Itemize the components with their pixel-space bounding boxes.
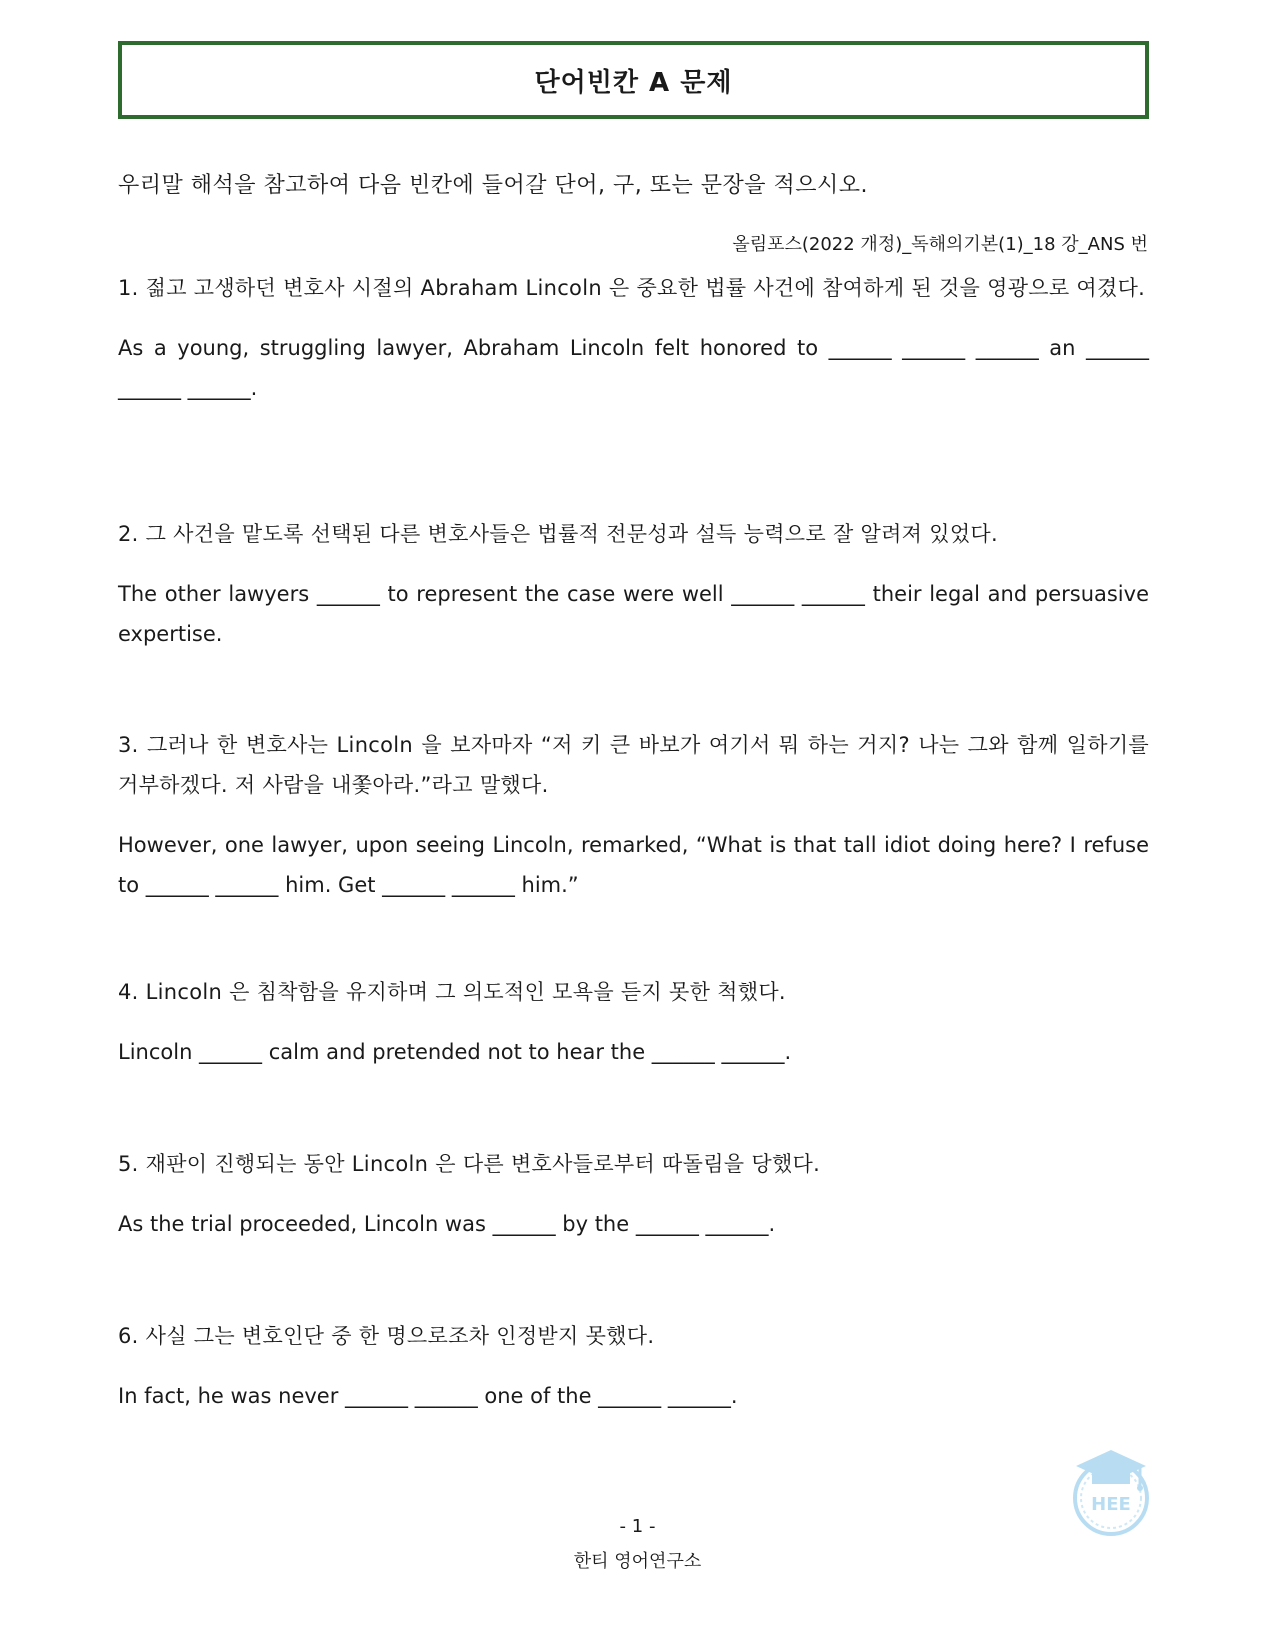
question-3 <box>118 725 1149 905</box>
question-5 <box>118 1144 1149 1244</box>
instruction: 우리말 해석을 참고하여 다음 빈칸에 들어갈 단어, 구, 또는 문장을 적으시오. <box>118 173 868 198</box>
question-6 <box>118 1316 1149 1416</box>
page-title: 단어빈칸 A 문제 <box>534 67 733 98</box>
footer-organization: 한티 영어연구소 <box>573 1551 702 1572</box>
question-english: As the trial proceeded, Lincoln was ______ by the ______ ______. <box>118 1212 776 1236</box>
question-english: As a young, struggling lawyer, Abraham Lincoln felt honored to ______ ______ ______ an ______ ______ ______. <box>118 336 1149 400</box>
title-box <box>118 41 1149 119</box>
hee-logo-icon <box>1070 1446 1152 1538</box>
source-label: 올림포스(2022 개정)_독해의기본(1)_18 강_ANS 번 <box>732 234 1148 255</box>
question-english: Lincoln ______ calm and pretended not to hear the ______ ______. <box>118 1040 792 1064</box>
question-korean: 5. 재판이 진행되는 동안 Lincoln 은 다른 변호사들로부터 따돌림을 당했다. <box>118 1152 821 1176</box>
question-2 <box>118 514 1149 654</box>
question-korean: 4. Lincoln 은 침착함을 유지하며 그 의도적인 모욕을 듣지 못한 척했다. <box>118 980 786 1004</box>
question-korean: 6. 사실 그는 변호인단 중 한 명으로조차 인정받지 못했다. <box>118 1324 655 1348</box>
question-korean: 1. 젊고 고생하던 변호사 시절의 Abraham Lincoln 은 중요한 법률 사건에 참여하게 된 것을 영광으로 여겼다. <box>118 276 1146 300</box>
question-korean: 3. 그러나 한 변호사는 Lincoln 을 보자마자 “저 키 큰 바보가 여기서 뭐 하는 거지? 나는 그와 함께 일하기를 거부하겠다. 저 사람을 내쫓아라.”라고 말했다. <box>118 733 1149 797</box>
question-1 <box>118 268 1149 408</box>
page-number: - 1 - <box>619 1516 656 1537</box>
question-english: In fact, he was never ______ ______ one of the ______ ______. <box>118 1384 738 1408</box>
question-korean: 2. 그 사건을 맡도록 선택된 다른 변호사들은 법률적 전문성과 설득 능력으로 잘 알려져 있었다. <box>118 522 998 546</box>
logo-text: HEE <box>1091 1494 1131 1515</box>
question-4 <box>118 972 1149 1072</box>
question-english: The other lawyers ______ to represent the case were well ______ ______ their legal and persuasive expertise. <box>118 582 1149 646</box>
question-english: However, one lawyer, upon seeing Lincoln, remarked, “What is that tall idiot doing here? I refuse to ______ ______ him. Get ______ ______ him.” <box>118 833 1149 897</box>
